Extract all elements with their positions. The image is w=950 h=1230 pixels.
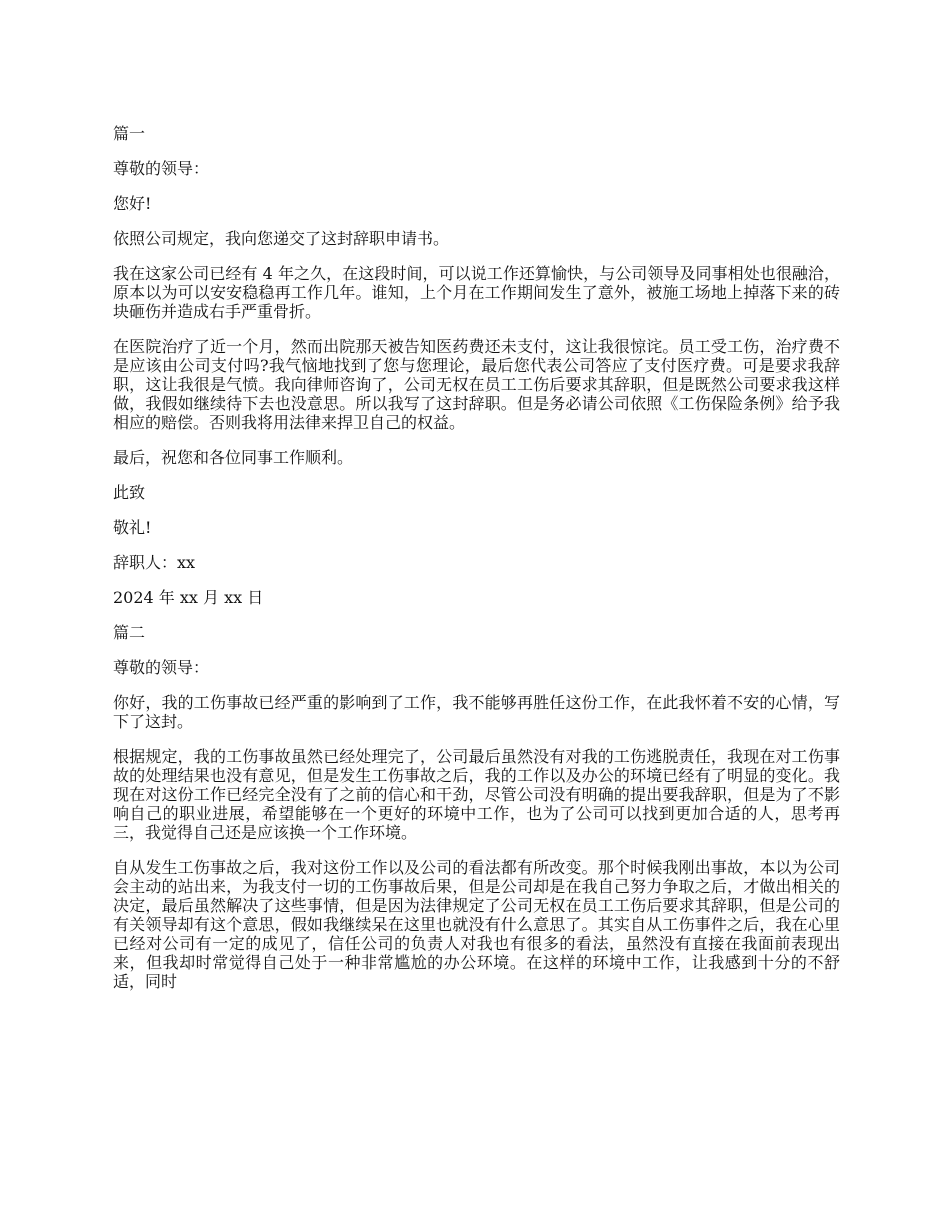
body-paragraph: 自从发生工伤事故之后，我对这份工作以及公司的看法都有所改变。那个时候我刚出事故，本以为公司会主动的站出来，为我支付一切的工伤事故后果，但是公司却是在我自己努力争取之后，才做出相关的决定，最后虽然解决了这些事情，但是因为法律规定了公司无权在员工工伤后要求其辞职，但是公司的有关领导却有这个意思，假如我继续呆在这里也就没有什么意思了。其实自从工伤事件之后，我在心里已经对公司有一定的成见了，信任公司的负责人对我也有很多的看法，虽然没有直接在我面前表现出来，但我却时常觉得自己处于一种非常尴尬的办公环境。在这样的环境中工作，让我感到十分的不舒适，同时 bbox=[113, 858, 840, 991]
body-paragraph: 依照公司规定，我向您递交了这封辞职申请书。 bbox=[113, 229, 450, 248]
greeting: 您好! bbox=[113, 194, 152, 213]
body-paragraph: 你好，我的工伤事故已经严重的影响到了工作，我不能够再胜任这份工作，在此我怀着不安的心情，写下了这封。 bbox=[113, 693, 840, 731]
signature-name: 辞职人：xx bbox=[113, 553, 196, 572]
signature-date: 2024 年 xx 月 xx 日 bbox=[113, 588, 264, 607]
closing-wish: 最后，祝您和各位同事工作顺利。 bbox=[113, 448, 354, 467]
closing-regards: 敬礼! bbox=[113, 518, 152, 537]
salutation: 尊敬的领导： bbox=[113, 658, 210, 677]
document-page bbox=[113, 124, 840, 1007]
closing: 此致 bbox=[113, 483, 146, 502]
body-paragraph: 我在这家公司已经有 4 年之久，在这段时间，可以说工作还算愉快，与公司领导及同事相处也很融洽，原本以为可以安安稳稳再工作几年。谁知，上个月在工作期间发生了意外，被施工场地上掉落下来的砖块砸伤并造成右手严重骨折。 bbox=[113, 264, 840, 321]
salutation: 尊敬的领导： bbox=[113, 159, 210, 178]
section-heading-2: 篇二 bbox=[113, 623, 146, 642]
section-heading-1: 篇一 bbox=[113, 124, 146, 143]
body-paragraph: 根据规定，我的工伤事故虽然已经处理完了，公司最后虽然没有对我的工伤逃脱责任，我现在对工伤事故的处理结果也没有意见，但是发生工伤事故之后，我的工作以及办公的环境已经有了明显的变化。我现在对这份工作已经完全没有了之前的信心和干劲，尽管公司没有明确的提出要我辞职，但是为了不影响自己的职业进展，希望能够在一个更好的环境中工作，也为了公司可以找到更加合适的人，思考再三，我觉得自己还是应该换一个工作环境。 bbox=[113, 747, 840, 842]
body-paragraph: 在医院治疗了近一个月，然而出院那天被告知医药费还未支付，这让我很惊诧。员工受工伤，治疗费不是应该由公司支付吗?我气恼地找到了您与您理论，最后您代表公司答应了支付医疗费。可是要求我辞职，这让我很是气愤。我向律师咨询了，公司无权在员工工伤后要求其辞职，但是既然公司要求我这样做，我假如继续待下去也没意思。所以我写了这封辞职。但是务必请公司依照《工伤保险条例》给予我相应的赔偿。否则我将用法律来捍卫自己的权益。 bbox=[113, 337, 840, 432]
